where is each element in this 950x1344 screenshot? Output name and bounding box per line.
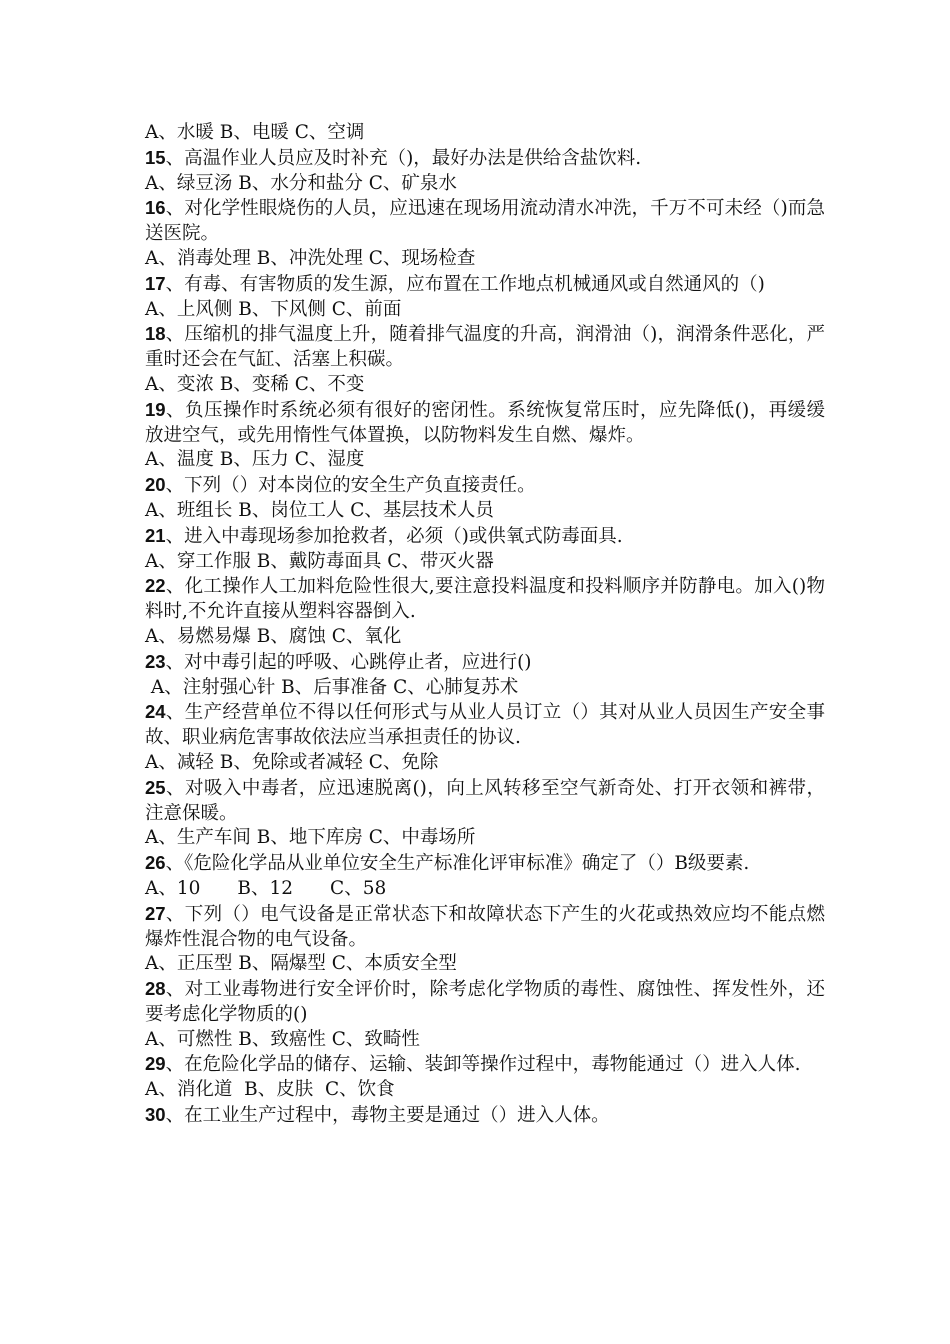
question-number: 16 <box>145 197 166 219</box>
answer-options-text: A、温度 B、压力 C、湿度 <box>145 449 365 471</box>
answer-options <box>145 499 825 524</box>
answer-options-text: A、班组长 B、岗位工人 C、基层技术人员 <box>145 499 494 521</box>
answer-options <box>145 751 825 776</box>
question-text: 、有毒、有害物质的发生源，应布置在工作地点机械通风或自然通风的（) <box>165 273 765 295</box>
question-text: 、下列（）对本岗位的安全生产负直接责任。 <box>165 475 536 497</box>
question-item <box>145 473 825 499</box>
question-item <box>145 524 825 550</box>
answer-options-text: A、变浓 B、变稀 C、不变 <box>145 373 365 395</box>
question-text: 、负压操作时系统必须有很好的密闭性。系统恢复常压时，应先降低()，再缓缓放进空气，或先用惰性气体置换，以防物料发生自燃、爆炸。 <box>145 399 825 446</box>
question-item <box>145 1103 825 1129</box>
question-text: 、下列（）电气设备是正常状态下和故障状态下产生的火花或热效应均不能点燃爆炸性混合物的电气设备。 <box>145 903 825 950</box>
question-number: 26 <box>145 852 166 874</box>
question-item <box>145 650 825 676</box>
question-item <box>145 700 825 751</box>
answer-options <box>145 1078 825 1103</box>
answer-options <box>145 298 825 323</box>
question-item <box>145 776 825 827</box>
question-number: 29 <box>145 1053 166 1075</box>
answer-options-text: A、穿工作服 B、戴防毒面具 C、带灭火器 <box>145 550 494 572</box>
question-number: 21 <box>145 524 166 546</box>
answer-options-text: A、生产车间 B、地下库房 C、中毒场所 <box>145 827 476 849</box>
question-item <box>145 902 825 953</box>
question-item <box>145 977 825 1028</box>
question-item <box>145 196 825 247</box>
answer-options <box>145 1028 825 1053</box>
question-text: 、在工业生产过程中，毒物主要是通过（）进入人体。 <box>165 1105 610 1127</box>
answer-options <box>145 448 825 473</box>
question-text: 、对工业毒物进行安全评价时，除考虑化学物质的毒性、腐蚀性、挥发性外，还要考虑化学物质的() <box>145 979 825 1025</box>
question-number: 22 <box>145 575 166 597</box>
question-number: 19 <box>145 398 166 420</box>
question-text: 、进入中毒现场参加抢救者，必须（)或供氧式防毒面具. <box>165 525 623 547</box>
question-number: 28 <box>145 978 166 1000</box>
answer-options-text: A、可燃性 B、致癌性 C、致畸性 <box>145 1028 420 1050</box>
answer-options-text: A、消毒处理 B、冲洗处理 C、现场检查 <box>145 247 476 269</box>
answer-options-text: A、绿豆汤 B、水分和盐分 C、矿泉水 <box>145 172 457 194</box>
answer-options-text: A、注射强心针 B、后事准备 C、心肺复苏术 <box>145 676 519 698</box>
answer-options-text: A、减轻 B、免除或者减轻 C、免除 <box>145 751 439 773</box>
question-text: 、对吸入中毒者，应迅速脱离()，向上风转移至空气新奇处、打开衣领和裤带，注意保暖。 <box>145 777 825 824</box>
question-item <box>145 574 825 625</box>
question-text: 、在危险化学品的储存、运输、装卸等操作过程中，毒物能通过（）进入人体. <box>165 1054 801 1076</box>
document-body <box>145 121 825 1129</box>
answer-options <box>145 247 825 272</box>
question-text: 、化工操作人工加料危险性很大,要注意投料温度和投料顺序并防静电。加入()物料时,不允许直接从塑料容器倒入. <box>145 576 825 623</box>
answer-options <box>145 676 825 701</box>
question-text: 、《危险化学品从业单位安全生产标准化评审标准》确定了（）B级要素. <box>165 853 750 875</box>
question-text: 、对化学性眼烧伤的人员，应迅速在现场用流动清水冲洗，千万不可未经（)而急送医院。 <box>145 198 825 245</box>
question-number: 24 <box>145 701 166 723</box>
question-item <box>145 398 825 449</box>
question-number: 25 <box>145 776 166 798</box>
answer-options-text: A、水暖 B、电暖 C、空调 <box>145 122 365 143</box>
answer-options <box>145 877 825 902</box>
question-item <box>145 851 825 877</box>
answer-options <box>145 550 825 575</box>
answer-options-text: A、10 B、12 C、58 <box>145 877 387 899</box>
question-text: 、高温作业人员应及时补充（)，最好办法是供给含盐饮料. <box>165 147 642 169</box>
question-number: 17 <box>145 272 166 294</box>
question-number: 20 <box>145 474 166 496</box>
answer-options-text: A、正压型 B、隔爆型 C、本质安全型 <box>145 953 457 975</box>
answer-options <box>145 625 825 650</box>
answer-options <box>145 121 825 146</box>
answer-options-text: A、易燃易爆 B、腐蚀 C、氧化 <box>145 625 402 647</box>
question-number: 15 <box>145 146 166 168</box>
question-number: 23 <box>145 650 166 672</box>
question-item <box>145 272 825 298</box>
answer-options <box>145 373 825 398</box>
answer-options-text: A、上风侧 B、下风侧 C、前面 <box>145 298 402 320</box>
question-text: 、对中毒引起的呼吸、心跳停止者，应进行() <box>165 651 532 673</box>
question-number: 27 <box>145 902 166 924</box>
answer-options-text: A、消化道 B、皮肤 C、饮食 <box>145 1079 395 1101</box>
answer-options <box>145 172 825 197</box>
question-item <box>145 146 825 172</box>
question-number: 18 <box>145 323 166 345</box>
question-item <box>145 322 825 373</box>
question-text: 、生产经营单位不得以任何形式与从业人员订立（）其对从业人员因生产安全事故、职业病危害事故依法应当承担责任的协议. <box>145 702 825 749</box>
question-item <box>145 1052 825 1078</box>
question-text: 、压缩机的排气温度上升，随着排气温度的升高，润滑油（)，润滑条件恶化，严重时还会在气缸、活塞上积碳。 <box>145 324 825 371</box>
answer-options <box>145 952 825 977</box>
question-number: 30 <box>145 1104 166 1126</box>
answer-options <box>145 826 825 851</box>
